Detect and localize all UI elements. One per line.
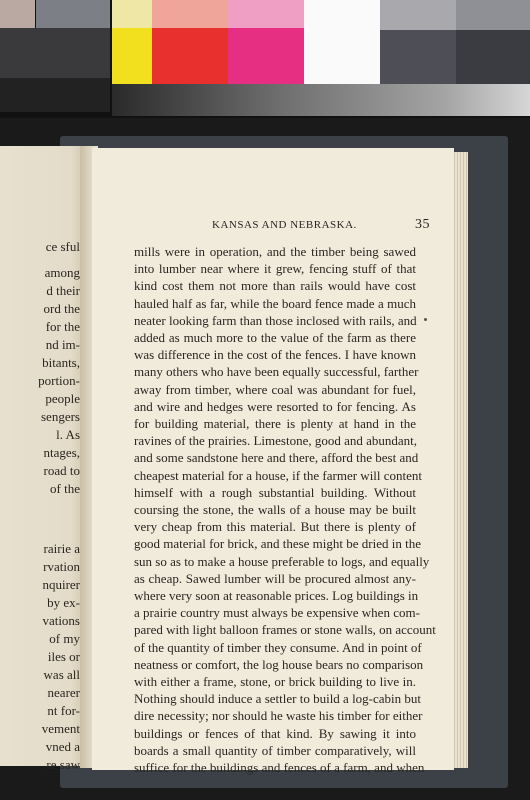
text-line: away from timber, where coal was abundant for fuel, xyxy=(134,381,416,397)
text-line: ravines of the prairies. Limestone, good and abundant, xyxy=(134,433,418,449)
body-text xyxy=(134,243,436,776)
left-line: nquirer xyxy=(42,577,80,592)
left-line: vations xyxy=(42,613,80,628)
text-line: suffice for the buildings and fences of a farm, and when xyxy=(134,760,425,776)
text-line: pared with light balloon frames or stone walls, on account xyxy=(134,622,436,638)
text-line: of the quantity of timber they consume. And in point of xyxy=(134,639,422,655)
margin-mark xyxy=(424,318,427,321)
text-line: cheapest material for a house, if the farmer will content xyxy=(134,467,423,483)
left-line: iles or xyxy=(47,649,80,664)
text-line: and wire and hedges were resorted to for fencing. As xyxy=(134,398,416,414)
left-line: vned a xyxy=(45,739,80,754)
left-line: of the xyxy=(50,481,80,496)
text-line: was difference in the cost of the fences. I have known xyxy=(134,347,416,363)
left-line: vement xyxy=(41,721,80,736)
text-line: a prairie country must always be expensive when com- xyxy=(134,605,420,621)
left-line: for the xyxy=(45,319,80,334)
text-line: coursing the stone, the walls of a house may be built xyxy=(134,502,416,518)
left-line: re saw xyxy=(46,757,80,772)
left-line: rvation xyxy=(43,559,80,574)
text-line: himself with a rough substantial building. Without xyxy=(134,484,416,500)
left-line: of my xyxy=(49,631,80,646)
text-line: and some sandstone here and there, afford the best and xyxy=(134,450,419,466)
text-line: very cheap from this material. But there is plenty of xyxy=(134,519,416,535)
left-page xyxy=(0,146,88,772)
left-line: nd im- xyxy=(45,337,80,352)
text-line: kind cost them not more than rails would have cost xyxy=(134,278,416,294)
text-line: many others who have been equally successful, farther xyxy=(134,364,419,380)
text-line: with either a frame, stone, or brick building to live in. xyxy=(134,674,416,690)
text-line: into lumber near where it grew, fencing stuff of that xyxy=(134,261,416,277)
running-title: KANSAS AND NEBRASKA. xyxy=(212,219,357,231)
left-line: ce sful xyxy=(45,239,80,254)
left-line: road to xyxy=(43,463,80,478)
left-line: ord the xyxy=(43,301,80,316)
page-edges xyxy=(452,152,468,768)
left-line: portion- xyxy=(38,373,80,388)
text-line: mills were in operation, and the timber being sawed xyxy=(134,244,416,259)
text-line: neater looking farm than those inclosed with rails, and xyxy=(134,312,417,328)
left-line: d their xyxy=(46,283,80,298)
page-number: 35 xyxy=(415,217,430,232)
text-line: neatness or comfort, the log house bears no comparison xyxy=(134,656,424,672)
left-line: rairie a xyxy=(43,541,80,556)
left-line: people xyxy=(45,391,80,406)
text-line: boards a small quantity of timber comparatively, will xyxy=(134,742,416,758)
text-line: sun so as to make a house preferable to logs, and equally xyxy=(134,553,430,569)
text-line: for building material, there is plenty at hand in the xyxy=(134,416,416,432)
left-line: ntages, xyxy=(43,445,80,460)
left-line: nt for- xyxy=(47,703,80,718)
text-line: Nothing should induce a settler to build a log-cabin but xyxy=(134,691,422,707)
text-line: buildings or fences of that kind. By sawing it into xyxy=(134,725,416,741)
color-checker xyxy=(0,0,530,118)
text-line: added as much more to the value of the farm as there xyxy=(134,330,416,346)
text-line: where very soon at reasonable prices. Log buildings in xyxy=(134,588,419,604)
left-line: among xyxy=(44,265,80,280)
text-line: hauled half as far, while the board fence made a much xyxy=(134,295,416,311)
left-line: was all xyxy=(43,667,80,682)
left-line: nearer xyxy=(47,685,80,700)
left-line: l. As xyxy=(56,427,80,442)
text-line: good material for brick, and these might be dried in the xyxy=(134,536,421,552)
text-line: dire necessity; nor should he waste his timber for either xyxy=(134,708,423,724)
left-line: sengers xyxy=(41,409,80,424)
left-line: by ex- xyxy=(47,595,80,610)
text-line: as cheap. Sawed lumber will be procured almost any- xyxy=(134,570,416,586)
left-line: bitants, xyxy=(42,355,80,370)
